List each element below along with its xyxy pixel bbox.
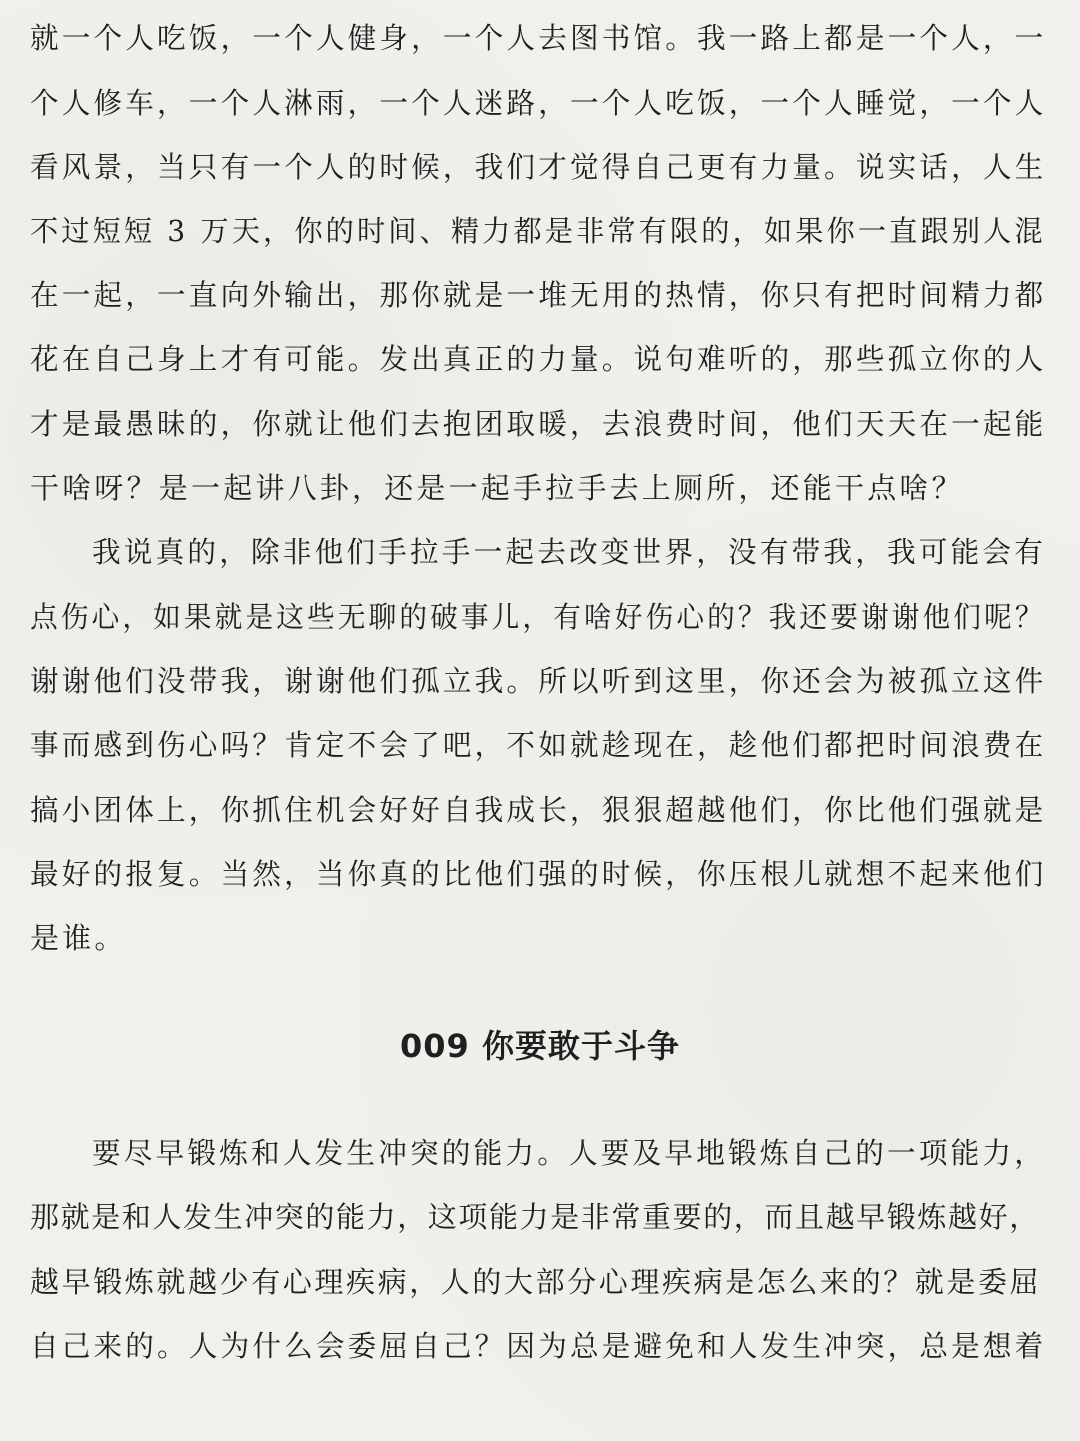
- section-heading: 009 你要敢于斗争: [400, 1027, 680, 1065]
- text-line: 搞小团体上，你抓住机会好好自我成长，狠狠超越他们，你比他们强就是: [30, 793, 1047, 827]
- text-line: 个人修车，一个人淋雨，一个人迷路，一个人吃饭，一个人睡觉，一个人: [30, 86, 1047, 120]
- text-line: 看风景，当只有一个人的时候，我们才觉得自己更有力量。说实话，人生: [30, 150, 1047, 184]
- text-line: 干啥呀？是一起讲八卦，还是一起手拉手去上厕所，还能干点啥？: [30, 471, 964, 505]
- text-line: 不过短短 3 万天，你的时间、精力都是非常有限的，如果你一直跟别人混: [30, 214, 1046, 248]
- text-line: 越早锻炼就越少有心理疾病，人的大部分心理疾病是怎么来的？就是委屈: [30, 1265, 1042, 1299]
- text-line: 事而感到伤心吗？肯定不会了吧，不如就趁现在，趁他们都把时间浪费在: [30, 728, 1047, 762]
- paragraph-first-line: 要尽早锻炼和人发生冲突的能力。人要及早地锻炼自己的一项能力，: [92, 1136, 1047, 1170]
- text-line: 就一个人吃饭，一个人健身，一个人去图书馆。我一路上都是一个人，一: [30, 21, 1047, 55]
- text-line: 点伤心，如果就是这些无聊的破事儿，有啥好伤心的？我还要谢谢他们呢？: [30, 600, 1046, 634]
- text-line: 谢谢他们没带我，谢谢他们孤立我。所以听到这里，你还会为被孤立这件: [30, 664, 1047, 698]
- text-line: 才是最愚昧的，你就让他们去抱团取暖，去浪费时间，他们天天在一起能: [30, 407, 1047, 441]
- text-line: 花在自己身上才有可能。发出真正的力量。说句难听的，那些孤立你的人: [30, 342, 1047, 376]
- paragraph-first-line: 我说真的，除非他们手拉手一起去改变世界，没有带我，我可能会有: [92, 535, 1047, 569]
- text-line: 最好的报复。当然，当你真的比他们强的时候，你压根儿就想不起来他们: [30, 857, 1047, 891]
- text-line: 在一起，一直向外输出，那你就是一堆无用的热情，你只有把时间精力都: [30, 278, 1047, 312]
- text-line: 自己来的。人为什么会委屈自己？因为总是避免和人发生冲突，总是想着: [30, 1329, 1047, 1363]
- text-line: 是谁。: [30, 921, 127, 955]
- text-line: 那就是和人发生冲突的能力，这项能力是非常重要的，而且越早锻炼越好，: [30, 1200, 1040, 1234]
